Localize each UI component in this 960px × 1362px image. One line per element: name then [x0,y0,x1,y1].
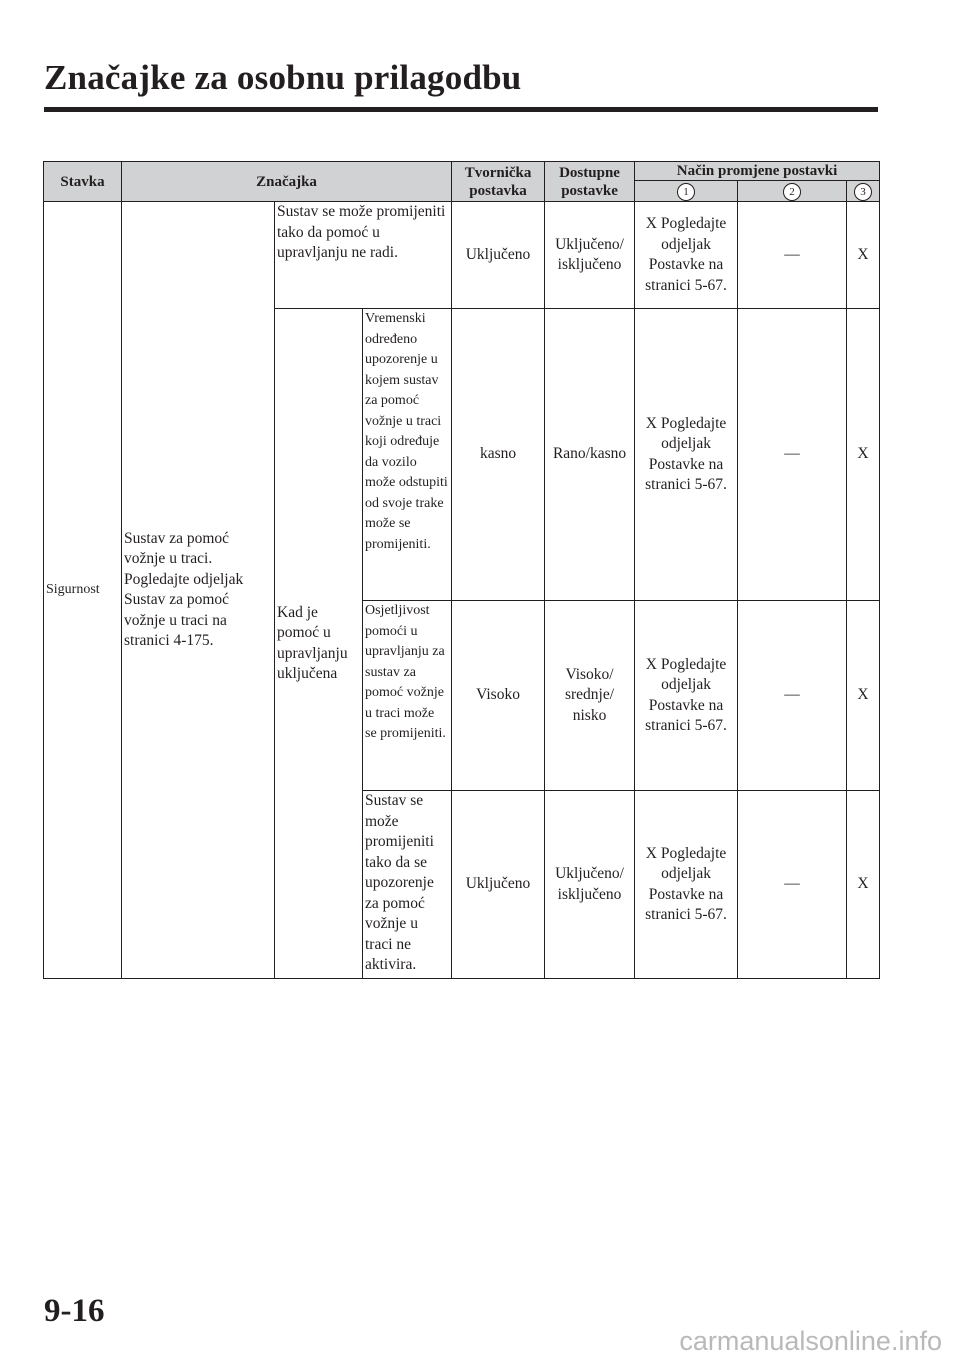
row-factory: Uključeno [452,791,545,979]
page-title: Značajke za osobnu prilagodbu [44,58,522,97]
watermark: carmanualsonline.info [679,1326,942,1356]
header-stavka: Stavka [44,162,122,202]
table-row [44,202,880,309]
header-znacajka: Značajka [122,162,452,202]
row-method-2: — [738,202,847,309]
title-divider [44,107,878,112]
settings-table [43,161,880,979]
row-factory: Visoko [452,601,545,791]
subgroup-cell: Kad je pomoć u upravljanju uključena [275,309,363,979]
row-method-3: X [847,202,880,309]
row-available: Uključeno/ isključeno [545,791,635,979]
row-method-1: X Pogledajte odjeljak Postavke na stranici 5-67. [635,309,738,601]
header-nacin-promjene: Način promjene postavki [635,162,880,181]
row-method-3: X [847,791,880,979]
row-method-1: X Pogledajte odjeljak Postavke na stranici 5-67. [635,791,738,979]
row-method-3: X [847,309,880,601]
row-available: Rano/kasno [545,309,635,601]
circled-number-1-icon: 1 [677,183,695,201]
row-feature: Osjetljivost pomoći u upravljanju za sustav za pomoć vožnje u traci može se promijeniti. [363,601,452,791]
row-factory: kasno [452,309,545,601]
circled-number-2-icon: 2 [783,183,801,201]
row-available: Uključeno/ isključeno [545,202,635,309]
circled-number-3-icon: 3 [854,183,872,201]
category-cell: Sigurnost [44,202,122,979]
header-method-1 [635,181,738,202]
row-available: Visoko/ srednje/ nisko [545,601,635,791]
row-factory: Uključeno [452,202,545,309]
row-method-3: X [847,601,880,791]
row-feature: Vremenski određeno upozorenje u kojem sustav za pomoć vožnje u traci koji određuje da vozilo može odstupiti od svoje trake može se promijeniti. [363,309,452,601]
row-method-1: X Pogledajte odjeljak Postavke na stranici 5-67. [635,202,738,309]
row-method-2: — [738,791,847,979]
row-method-2: — [738,601,847,791]
page-number: 9-16 [44,1293,105,1329]
feature-cell: Sustav za pomoć vožnje u traci. Pogledajte odjeljak Sustav za pomoć vožnje u traci na stranici 4-175. [122,202,275,979]
header-method-2 [738,181,847,202]
header-dostupne-postavke: Dostupne postavke [545,162,635,202]
row-method-2: — [738,309,847,601]
header-row [44,162,880,181]
header-tvornicka-postavka: Tvornička postavka [452,162,545,202]
row-feature: Sustav se može promijeniti tako da se upozorenje za pomoć vožnje u traci ne aktivira. [363,791,452,979]
row-feature: Sustav se može promijeniti tako da pomoć u upravljanju ne radi. [275,202,452,309]
header-method-3 [847,181,880,202]
row-method-1: X Pogledajte odjeljak Postavke na stranici 5-67. [635,601,738,791]
